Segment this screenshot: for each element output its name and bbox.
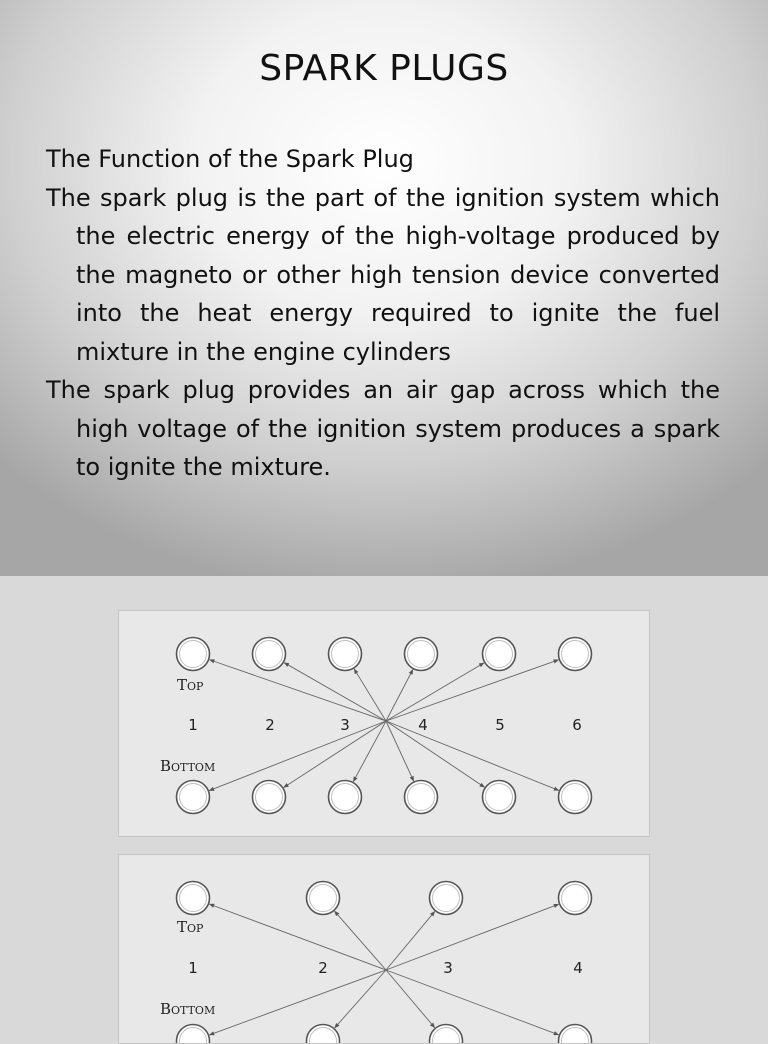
spark-plug-bottom-2 [253, 781, 286, 814]
cylinder-number-3: 3 [443, 959, 453, 977]
spark-plug-bottom-5 [483, 781, 516, 814]
spark-plug-bottom-6 [559, 781, 592, 814]
paragraph-air-gap: The spark plug provides an air gap across which the high voltage of the ignition system produces a spark to ignite the mixture. [46, 371, 720, 487]
spark-plug-bottom-1 [177, 781, 210, 814]
six-cylinder-firing-diagram [118, 610, 650, 837]
spark-plug-top-2 [307, 882, 340, 915]
cylinder-number-4: 4 [418, 716, 428, 734]
ignition-lead-bottom-3 [386, 970, 435, 1028]
ignition-lead-bottom-1 [209, 721, 386, 791]
cylinder-number-1: 1 [188, 959, 198, 977]
cylinder-number-6: 6 [572, 716, 582, 734]
cylinder-number-1: 1 [188, 716, 198, 734]
ignition-lead-top-3 [386, 911, 435, 970]
ignition-lead-bottom-3 [353, 721, 386, 782]
top-label: TOP [177, 918, 204, 936]
ignition-lead-bottom-2 [284, 721, 386, 787]
paragraph-heading: The Function of the Spark Plug [46, 140, 720, 179]
spark-plug-bottom-3 [329, 781, 362, 814]
spark-plug-top-4 [559, 882, 592, 915]
paragraph-definition: The spark plug is the part of the ignition system which the electric energy of the high-voltage produced by the magneto or other high tension device converted into the heat energy required to ignite the fuel mixture in the engine cylinders [46, 179, 720, 372]
ignition-lead-top-4 [386, 904, 559, 970]
ignition-lead-top-2 [284, 663, 386, 721]
spark-plug-top-6 [559, 638, 592, 671]
spark-plug-top-3 [329, 638, 362, 671]
cylinder-number-2: 2 [265, 716, 275, 734]
cylinder-number-4: 4 [573, 959, 583, 977]
spark-plug-top-3 [430, 882, 463, 915]
six-cylinder-diagram-svg [119, 611, 650, 837]
spark-plug-top-2 [253, 638, 286, 671]
ignition-lead-top-3 [354, 669, 386, 721]
slide-title: SPARK PLUGS [0, 48, 768, 89]
ignition-lead-top-1 [209, 904, 386, 970]
spark-plug-top-1 [177, 882, 210, 915]
ignition-lead-bottom-2 [335, 970, 386, 1028]
cylinder-number-2: 2 [318, 959, 328, 977]
bottom-label: BOTTOM [160, 1000, 215, 1018]
bottom-label: BOTTOM [160, 757, 215, 775]
spark-plug-top-5 [483, 638, 516, 671]
ignition-lead-bottom-6 [386, 721, 559, 790]
slide-body [46, 140, 720, 487]
ignition-lead-top-1 [210, 660, 386, 721]
spark-plug-top-1 [177, 638, 210, 671]
spark-plug-bottom-4 [405, 781, 438, 814]
ignition-lead-top-2 [335, 911, 386, 970]
ignition-lead-bottom-1 [209, 970, 386, 1035]
ignition-lead-bottom-4 [386, 970, 559, 1035]
spark-plug-top-4 [405, 638, 438, 671]
cylinder-number-5: 5 [495, 716, 505, 734]
cylinder-number-3: 3 [340, 716, 350, 734]
ignition-lead-top-6 [386, 660, 559, 721]
four-cylinder-firing-diagram [118, 854, 650, 1044]
top-label: TOP [177, 676, 204, 694]
four-cylinder-diagram-svg [119, 855, 650, 1044]
